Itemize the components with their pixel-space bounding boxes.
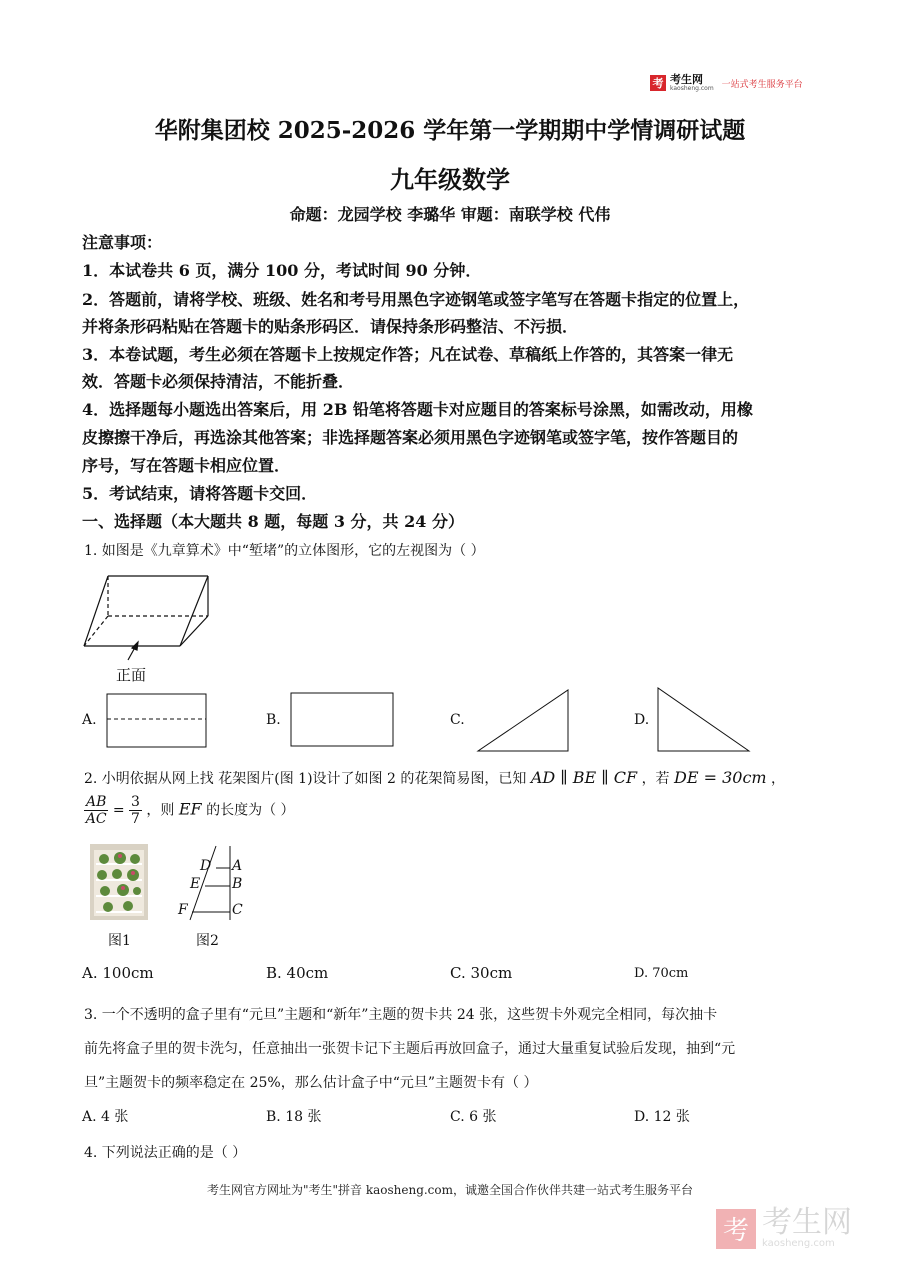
question-4-text: 4. 下列说法正确的是（ ） (84, 1145, 247, 1161)
notice-line: 2．答题前，请将学校、班级、姓名和考号用黑色字迹钢笔或签字笔写在答题卡指定的位置上， (82, 290, 750, 309)
question-1-text: 1. 如图是《九章算术》中“堑堵”的立体图形，它的左视图为（ ） (84, 543, 485, 559)
q1-option-c[interactable]: C. (450, 712, 465, 728)
q3-option-b[interactable]: B. 18 张 (266, 1109, 322, 1125)
point-a-label: A (232, 858, 243, 874)
page-footer: 考生网官方网址为"考生"拼音 kaosheng.com，诚邀全国合作伙伴共建一站式考生服务平台 (206, 1183, 694, 1197)
point-e-label: E (190, 876, 201, 892)
point-d-label: D (200, 858, 212, 874)
notice-heading: 注意事项： (82, 233, 163, 252)
point-c-label: C (232, 902, 243, 918)
question-2-text (84, 768, 844, 788)
notice-line: 5．考试结束，请将答题卡交回． (82, 484, 318, 503)
watermark-name: 考生网 (762, 1205, 852, 1240)
q2-ef-expr: EF (178, 799, 202, 819)
q2-ratio-fraction (84, 794, 108, 827)
q1-option-b-figure (290, 692, 395, 748)
figure-1-label: 图1 (108, 933, 131, 949)
q2-option-d[interactable]: D. 70cm (634, 966, 689, 981)
site-logo (650, 74, 803, 92)
flower-shelf-photo (90, 844, 148, 920)
q2-text-c: ， (771, 771, 786, 787)
watermark (716, 1205, 852, 1249)
notice-line: 3．本卷试题，考生必须在答题卡上按规定作答；凡在试卷、草稿纸上作答的，其答案一律无 (82, 345, 734, 364)
q2-option-c[interactable]: C. 30cm (450, 964, 513, 982)
section-heading: 一、选择题（本大题共 8 题，每题 3 分，共 24 分） (82, 512, 464, 531)
logo-domain: kaosheng.com (670, 85, 714, 92)
watermark-domain: kaosheng.com (762, 1238, 835, 1249)
q2-frac-eq: = (112, 802, 125, 819)
exam-title: 华附集团校 2025-2026 学年第一学期期中学情调研试题 (154, 117, 746, 144)
notice-line: 并将条形码粘贴在答题卡的贴条形码区．请保持条形码整洁、不污损． (82, 317, 579, 336)
logo-slogan: 一站式考生服务平台 (721, 79, 803, 90)
q2-frac2-num: 3 (131, 794, 140, 810)
q2-text-d: ，则 (146, 802, 175, 819)
notice-line: 皮擦擦干净后，再选涂其他答案；非选择题答案必须用黑色字迹钢笔或签字笔，按作答题目的 (82, 428, 739, 447)
point-b-label: B (232, 876, 243, 892)
notice-line: 4．选择题每小题选出答案后，用 2B 铅笔将答题卡对应题目的答案标号涂黑，如需改动，用橡 (82, 400, 753, 419)
q1-option-a[interactable]: A. (82, 712, 97, 728)
watermark-logo-icon: 考 (716, 1209, 756, 1249)
question-3-line: 3. 一个不透明的盒子里有“元旦”主题和“新年”主题的贺卡共 24 张，这些贺卡外观完全相同，每次抽卡 (84, 1007, 718, 1023)
front-view-label: 正面 (116, 666, 147, 684)
q1-option-d[interactable]: D. (634, 712, 650, 728)
exam-subtitle: 九年级数学 (390, 165, 510, 194)
q2-frac2-den: 7 (131, 811, 140, 827)
q2-frac-num: AB (86, 794, 107, 810)
question-3-line: 前先将盒子里的贺卡洗匀，任意抽出一张贺卡记下主题后再放回盒子，通过大量重复试验后发现，抽到“元 (84, 1041, 736, 1057)
q1-option-b[interactable]: B. (266, 712, 281, 728)
q1-option-a-figure (106, 693, 208, 749)
point-f-label: F (178, 902, 188, 918)
q1-option-c-figure (476, 688, 571, 754)
q1-option-d-figure (656, 686, 752, 754)
q2-text-a: 2. 小明依据从网上找 花架图片(图 1)设计了如图 2 的花架简易图，已知 (84, 771, 527, 787)
q3-option-c[interactable]: C. 6 张 (450, 1109, 497, 1125)
logo-name: 考生网 (670, 73, 703, 86)
logo-icon: 考 (650, 75, 666, 91)
q2-option-b[interactable]: B. 40cm (266, 964, 329, 982)
q2-de-expr: DE = 30cm (674, 768, 767, 787)
notice-line: 1．本试卷共 6 页，满分 100 分，考试时间 90 分钟． (82, 261, 482, 280)
q3-option-a[interactable]: A. 4 张 (82, 1109, 129, 1125)
exam-authors: 命题：龙园学校 李璐华 审题：南联学校 代伟 (289, 205, 611, 224)
q2-text-e: 的长度为（ ） (206, 802, 295, 819)
notice-line: 效．答题卡必须保持清洁，不能折叠． (82, 372, 355, 391)
notice-line: 序号，写在答题卡相应位置． (82, 456, 291, 475)
q2-text-b: ，若 (641, 771, 670, 787)
question-3-line: 旦”主题贺卡的频率稳定在 25%，那么估计盒子中“元旦”主题贺卡有（ ） (84, 1075, 538, 1091)
q2-parallel-expr: AD ∥ BE ∥ CF (530, 768, 638, 787)
q2-value-fraction (129, 794, 142, 827)
q2-frac-den: AC (85, 811, 107, 827)
question-2-ratio-line (84, 794, 295, 827)
q2-option-a[interactable]: A. 100cm (82, 964, 154, 982)
qiandu-solid-figure (80, 570, 220, 690)
figure-2-label: 图2 (196, 933, 219, 949)
q3-option-d[interactable]: D. 12 张 (634, 1109, 690, 1125)
